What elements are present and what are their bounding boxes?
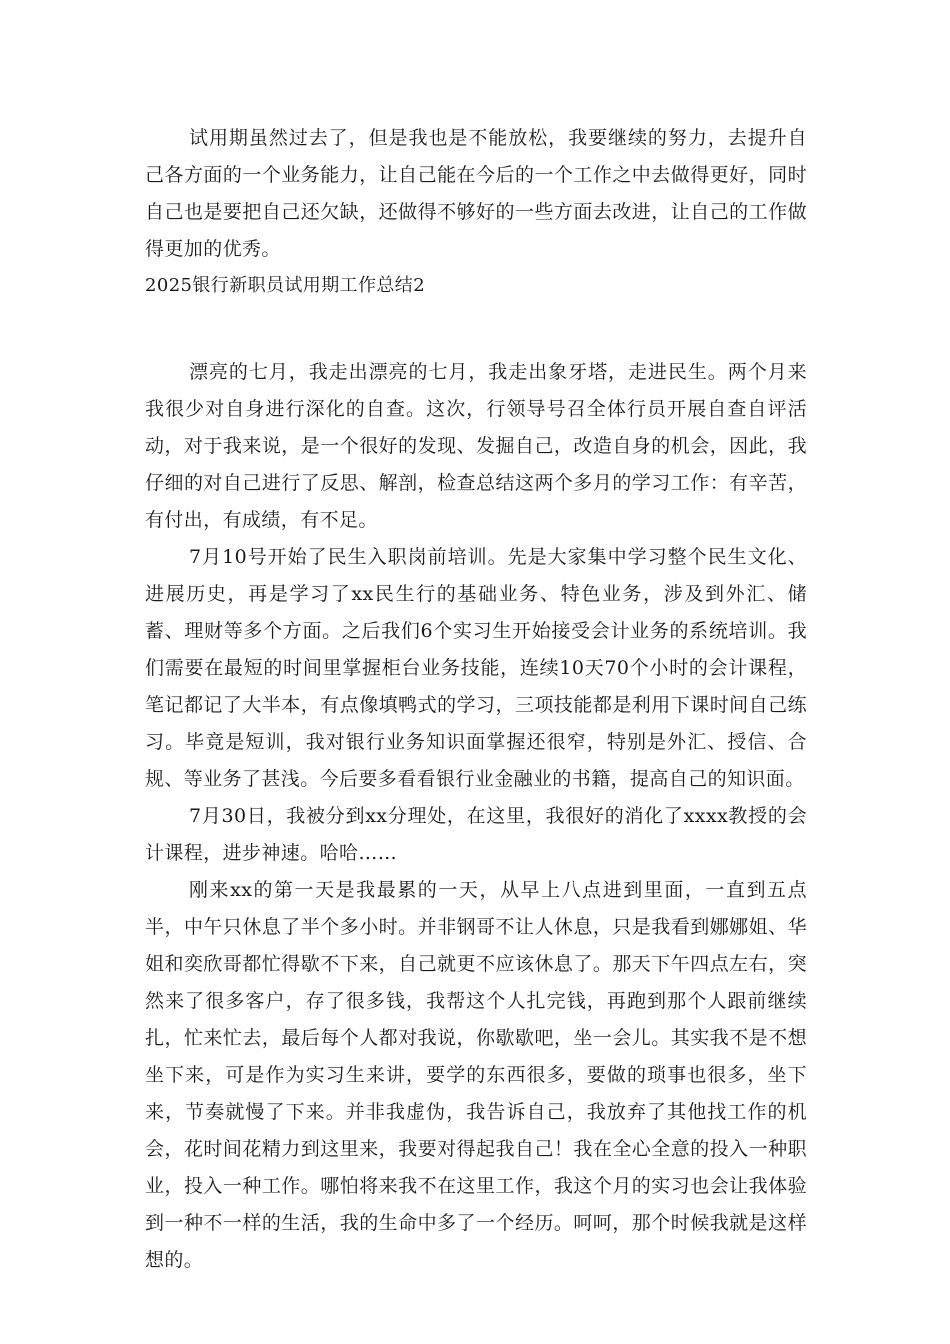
paragraph: 7月30日，我被分到xx分理处，在这里，我很好的消化了xxxx教授的会计课程，进步神速。哈哈…… — [145, 805, 807, 864]
paragraph: 漂亮的七月，我走出漂亮的七月，我走出象牙塔，走进民生。两个月来我很少对自身进行深化的自查。这次，行领导号召全体行员开展自查自评活动，对于我来说，是一个很好的发现、发掘自己，改造自身的机会，因此，我仔细的对自己进行了反思、解剖，检查总结这两个多月的学习工作：有辛苦，有付出，有成绩，有不足。 — [145, 361, 807, 531]
paragraph: 试用期虽然过去了，但是我也是不能放松，我要继续的努力，去提升自己各方面的一个业务能力，让自己能在今后的一个工作之中去做得更好，同时自己也是要把自己还欠缺，还做得不够好的一些方面去改进，让自己的工作做得更加的优秀。 — [145, 127, 807, 260]
document-page — [145, 120, 807, 1279]
section-heading: 2025银行新职员试用期工作总结2 — [145, 275, 426, 296]
paragraph: 7月10号开始了民生入职岗前培训。先是大家集中学习整个民生文化、进展历史，再是学习了xx民生行的基础业务、特色业务，涉及到外汇、储蓄、理财等多个方面。之后我们6个实习生开始接受会计业务的系统培训。我们需要在最短的时间里掌握柜台业务技能，连续10天70个小时的会计课程，笔记都记了大半本，有点像填鸭式的学习，三项技能都是利用下课时间自己练习。毕竟是短训，我对银行业务知识面掌握还很窄，特别是外汇、授信、合规、等业务了甚浅。今后要多看看银行业金融业的书籍，提高自己的知识面。 — [145, 546, 807, 790]
paragraph: 刚来xx的第一天是我最累的一天，从早上八点进到里面，一直到五点半，中午只休息了半个多小时。并非钢哥不让人休息，只是我看到娜娜姐、华姐和奕欣哥都忙得歇不下来，自己就更不应该休息了。那天下午四点左右，突然来了很多客户，存了很多钱，我帮这个人扎完钱，再跑到那个人跟前继续扎，忙来忙去，最后每个人都对我说，你歇歇吧，坐一会儿。其实我不是不想坐下来，可是作为实习生来讲，要学的东西很多，要做的琐事也很多，坐下来，节奏就慢了下来。并非我虚伪，我告诉自己，我放弃了其他找工作的机会，花时间花精力到这里来，我要对得起我自己！我在全心全意的投入一种职业，投入一种工作。哪怕将来我不在这里工作，我这个月的实习也会让我体验到一种不一样的生活，我的生命中多了一个经历。呵呵，那个时候我就是这样想的。 — [145, 879, 807, 1271]
spacer — [145, 304, 807, 354]
